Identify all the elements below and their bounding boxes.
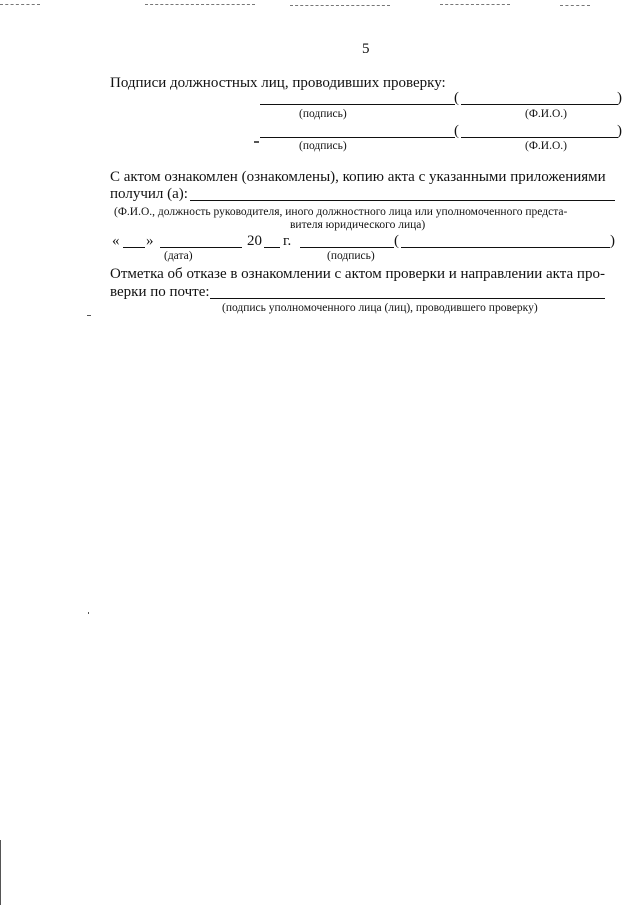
scan-speck <box>0 840 1 905</box>
close-paren: ) <box>617 90 622 106</box>
received-caption-cont: вителя юридического лица) <box>290 219 426 231</box>
date-signature-line <box>300 247 394 248</box>
date-quote-open: « <box>112 233 120 249</box>
scan-artifact-top <box>440 4 510 5</box>
open-paren: ( <box>454 123 459 139</box>
date-fio-line <box>401 247 610 248</box>
received-line <box>190 200 615 201</box>
signatures-title: Подписи должностных лиц, проводивших проверку: <box>110 75 446 91</box>
fio-line <box>461 104 618 105</box>
open-paren: ( <box>454 90 459 106</box>
scan-artifact-top <box>290 5 390 6</box>
received-label: получил (а): <box>110 186 188 202</box>
received-caption: (Ф.И.О., должность руководителя, иного должностного лица или уполномоченного предста- <box>114 206 568 218</box>
signature-line <box>260 104 455 105</box>
year-suffix: г. <box>283 233 292 249</box>
fio-caption: (Ф.И.О.) <box>525 108 567 120</box>
scan-artifact-top <box>560 5 590 6</box>
fio-caption: (Ф.И.О.) <box>525 140 567 152</box>
open-paren: ( <box>394 233 399 249</box>
scan-speck <box>88 612 89 614</box>
date-caption: (дата) <box>164 250 193 262</box>
signature-caption: (подпись) <box>299 140 347 152</box>
refusal-caption: (подпись уполномоченного лица (лиц), проводившего проверку) <box>222 302 538 314</box>
year-prefix: 20 <box>247 233 262 249</box>
scan-speck <box>87 315 91 316</box>
refusal-label: верки по почте: <box>110 284 210 300</box>
signature-line <box>260 137 455 138</box>
page-number: 5 <box>362 41 370 57</box>
date-quote-close: » <box>146 233 154 249</box>
refusal-text: Отметка об отказе в ознакомлении с актом проверки и направлении акта про- <box>110 266 605 282</box>
refusal-line <box>210 298 605 299</box>
signature-caption: (подпись) <box>299 108 347 120</box>
day-line <box>123 247 145 248</box>
scan-artifact-top <box>145 4 255 5</box>
signature-caption: (подпись) <box>327 250 375 262</box>
month-line <box>160 247 242 248</box>
acquainted-text: С актом ознакомлен (ознакомлены), копию акта с указанными приложениями <box>110 169 606 185</box>
scan-speck <box>254 141 259 143</box>
close-paren: ) <box>610 233 615 249</box>
fio-line <box>461 137 618 138</box>
scan-artifact-top <box>0 4 40 5</box>
year-line <box>264 247 280 248</box>
close-paren: ) <box>617 123 622 139</box>
